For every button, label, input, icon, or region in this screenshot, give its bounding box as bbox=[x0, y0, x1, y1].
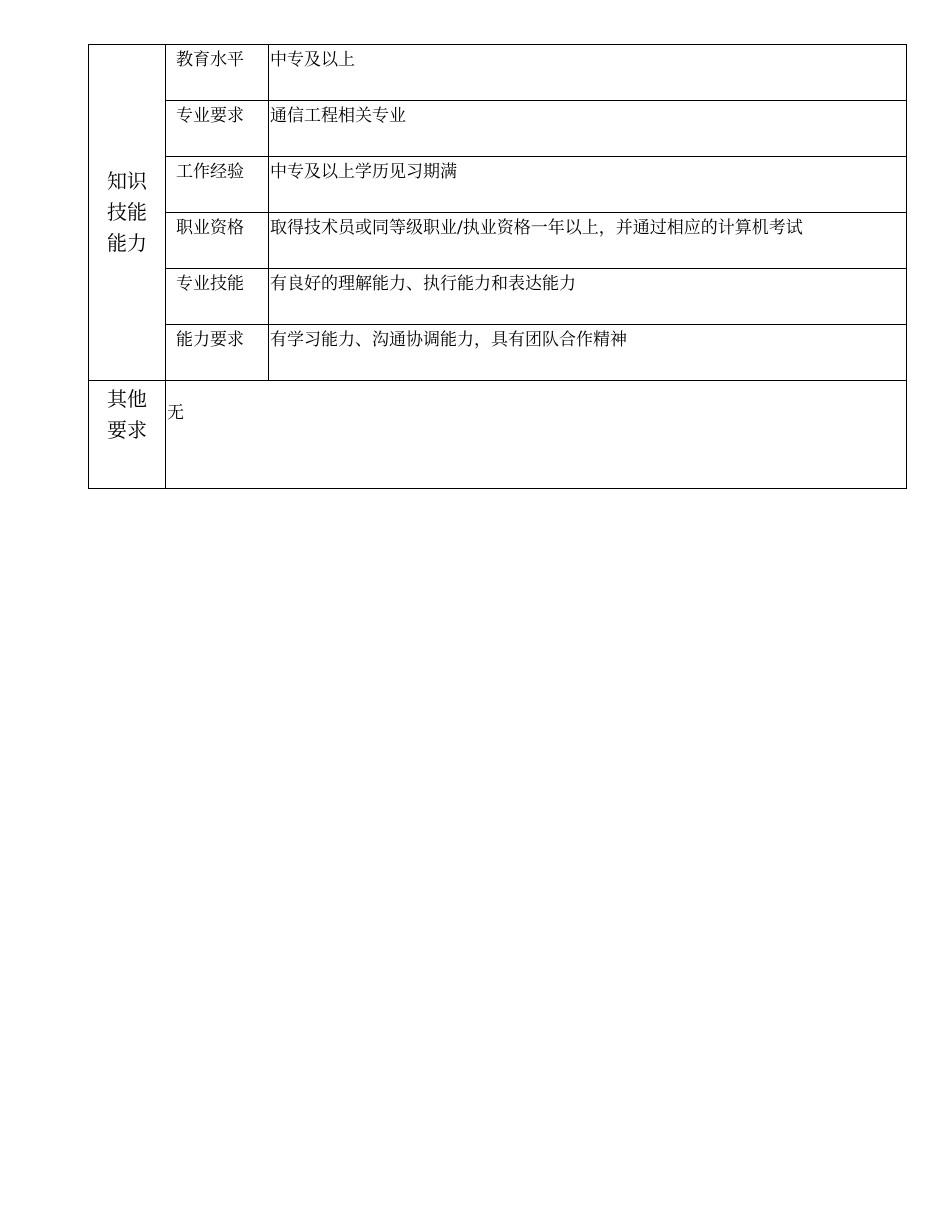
row-label: 工作经验 bbox=[166, 157, 269, 213]
table-row-experience bbox=[89, 157, 907, 213]
table-row-education bbox=[89, 45, 907, 101]
row-value: 有良好的理解能力、执行能力和表达能力 bbox=[269, 269, 907, 325]
table-row-major bbox=[89, 101, 907, 157]
category-line: 知识 bbox=[107, 169, 147, 193]
table-row-abilities bbox=[89, 325, 907, 381]
row-label: 能力要求 bbox=[166, 325, 269, 381]
category-line: 能力 bbox=[107, 231, 147, 255]
other-requirements-value: 无 bbox=[166, 381, 907, 489]
category-line: 其他 bbox=[107, 387, 147, 411]
category-knowledge-skills bbox=[89, 45, 166, 381]
requirements-table bbox=[88, 44, 907, 489]
table-row-skills bbox=[89, 269, 907, 325]
row-label: 专业技能 bbox=[166, 269, 269, 325]
category-line: 技能 bbox=[107, 200, 147, 224]
row-value: 通信工程相关专业 bbox=[269, 101, 907, 157]
category-other-requirements bbox=[89, 381, 166, 489]
row-label: 教育水平 bbox=[166, 45, 269, 101]
row-label: 职业资格 bbox=[166, 213, 269, 269]
row-value: 有学习能力、沟通协调能力，具有团队合作精神 bbox=[269, 325, 907, 381]
row-value: 取得技术员或同等级职业/执业资格一年以上，并通过相应的计算机考试 bbox=[269, 213, 907, 269]
table-row-other bbox=[89, 381, 907, 489]
row-value: 中专及以上学历见习期满 bbox=[269, 157, 907, 213]
category-line: 要求 bbox=[107, 418, 147, 442]
row-value: 中专及以上 bbox=[269, 45, 907, 101]
table-row-qualification bbox=[89, 213, 907, 269]
row-label: 专业要求 bbox=[166, 101, 269, 157]
